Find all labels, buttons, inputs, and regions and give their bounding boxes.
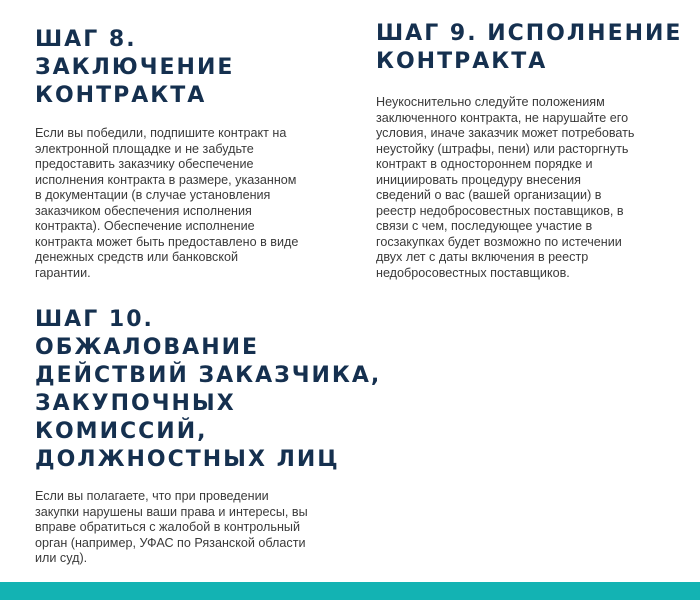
step-9-title: ШАГ 9. ИСПОЛНЕНИЕ КОНТРАКТА (376, 21, 683, 74)
footer-accent-bar (0, 582, 700, 600)
step-9-text: Неукоснительно следуйте положениям заключенного контракта, не нарушайте его условия, иначе заказчик может потребовать неустойку (штрафы, пени) или расторгнуть контракт в одностороннем порядке и инициировать процедуру внесения сведений о вас (вашей организации) в реестр недобросовестных поставщиков, в связи с чем, последующее участие в госзакупках будет возможно по истечении двух лет с даты включения в реестр недобросовестных поставщиков. (376, 95, 635, 280)
step-10-text: Если вы полагаете, что при проведении закупки нарушены ваши права и интересы, вы вправе обратиться с жалобой в контрольный орган (например, УФАС по Рязанской области или суд). (35, 489, 308, 565)
step-8-title: ШАГ 8. ЗАКЛЮЧЕНИЕ КОНТРАКТА (35, 27, 235, 108)
step-10-title: ШАГ 10. ОБЖАЛОВАНИЕ ДЕЙСТВИЙ ЗАКАЗЧИКА, ЗАКУПОЧНЫХ КОМИССИЙ, ДОЛЖНОСТНЫХ ЛИЦ (35, 307, 382, 472)
step-8-text: Если вы победили, подпишите контракт на электронной площадке и не забудьте предоставить заказчику обеспечение исполнения контракта в размере, указанном в документации (в случае установления заказчиком обеспечения исполнения контракта). Обеспечение исполнение контракта может быть предоставлено в виде денежных средств или банковской гарантии. (35, 126, 299, 280)
